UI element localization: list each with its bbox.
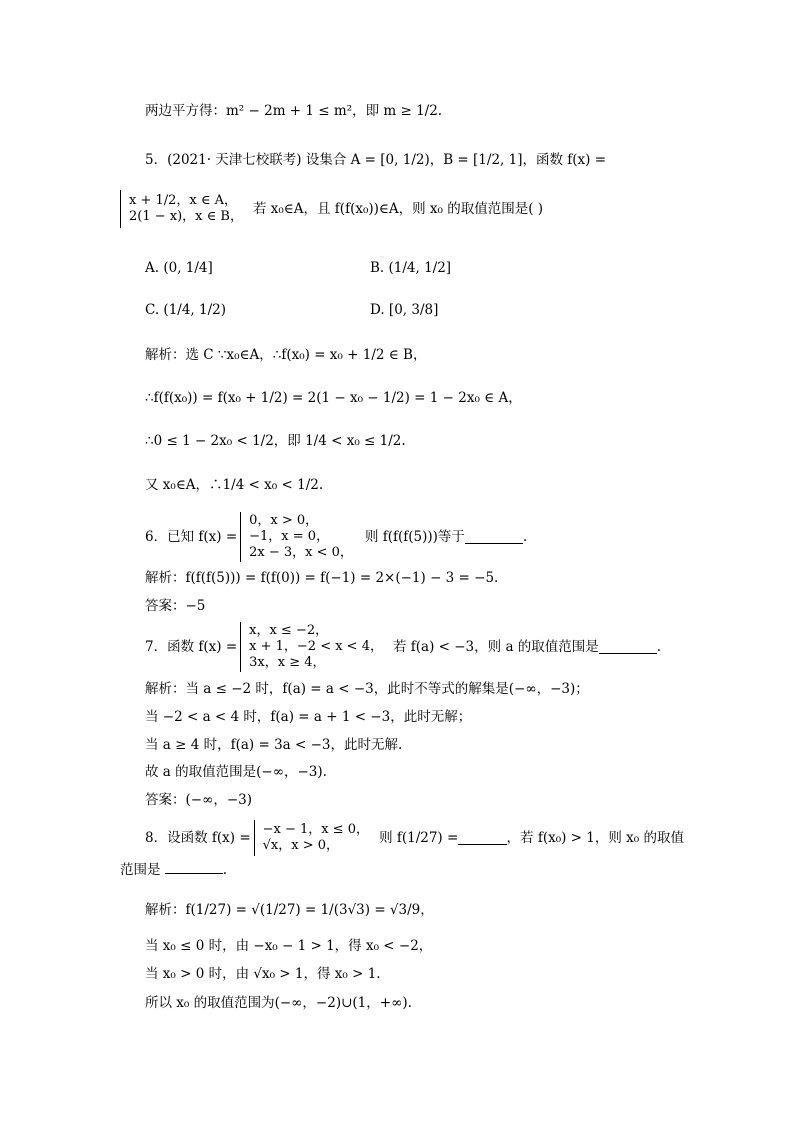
left-brace	[254, 820, 261, 856]
question-7-suffix: 若 f(a) < −3，则 a 的取值范围是	[392, 639, 599, 655]
solution-line: 当 a ≥ 4 时，f(a) = 3a < −3，此时无解.	[145, 737, 403, 753]
solution-line: ∴0 ≤ 1 − 2x₀ < 1/2，即 1/4 < x₀ ≤ 1/2.	[145, 433, 406, 449]
option-b: B. (1/4, 1/2]	[370, 260, 452, 276]
case-row: x + 1/2，x ∈ A，	[129, 193, 238, 208]
case-row: √x，x > 0，	[262, 838, 340, 853]
option-a: A. (0, 1/4]	[145, 260, 213, 276]
solution-line: ∴f(f(x₀)) = f(x₀ + 1/2) = 2(1 − x₀ − 1/2) = 1 − 2x₀ ∈ A，	[145, 390, 522, 406]
solution-line: 解析：f(f(f(5))) = f(f(0)) = f(−1) = 2×(−1) − 3 = −5.	[145, 570, 499, 586]
question-7: 7．函数 f(x) = x，x ≤ −2， x + 1，−2 < x < 4， 3x，x ≥ 4， 若 f(a) < −3，则 a 的取值范围是 .	[145, 623, 662, 670]
option-d: D. [0, 3/8]	[370, 302, 439, 318]
answer-blank	[465, 531, 523, 544]
solution-line: 所以 x₀ 的取值范围为(−∞，−2)∪(1，+∞).	[145, 995, 412, 1011]
text-line: 两边平方得：m² − 2m + 1 ≤ m²，即 m ≥ 1/2.	[145, 103, 443, 119]
solution-line: 解析：当 a ≤ −2 时，f(a) = a < −3，此时不等式的解集是(−∞，−3)；	[145, 681, 589, 697]
piecewise-function	[240, 512, 353, 562]
case-row: x，x ≤ −2，	[249, 623, 329, 638]
case-row: x + 1，−2 < x < 4，	[249, 639, 383, 654]
question-8-line2: 范围是 .	[120, 862, 228, 878]
piecewise-function	[120, 190, 243, 228]
question-8	[145, 820, 684, 856]
solution-line: 又 x₀∈A，∴1/4 < x₀ < 1/2.	[145, 477, 324, 493]
solution-line: 解析：f(1/27) = √(1/27) = 1/(3√3) = √3/9，	[145, 902, 434, 918]
question-8-suffix: ，若 f(x₀) > 1，则 x₀ 的取值	[506, 830, 684, 846]
case-row: 2(1 − x)，x ∈ B，	[129, 209, 243, 224]
case-row: −x − 1，x ≤ 0，	[262, 822, 370, 837]
answer-line: 答案：−5	[145, 598, 206, 614]
solution-line: 当 −2 < a < 4 时，f(a) = a + 1 < −3，此时无解；	[145, 709, 472, 725]
left-brace	[240, 512, 247, 562]
question-6: 6．已知 f(x) = 0，x > 0， −1，x = 0， 2x − 3，x < 0， 则 f(f(f(5)))等于 .	[145, 513, 528, 560]
option-c: C. (1/4, 1/2)	[145, 302, 226, 318]
case-row: 2x − 3，x < 0，	[249, 545, 353, 560]
question-8-continuation: 范围是	[120, 862, 161, 878]
question-8-mid: 则 f(1/27) =	[379, 830, 459, 846]
question-5-condition: 若 x₀∈A，且 f(f(x₀))∈A，则 x₀ 的取值范围是( )	[252, 201, 544, 217]
question-6-prefix: 6．已知 f(x) =	[145, 529, 238, 545]
question-5-piecewise	[120, 190, 684, 228]
question-7-prefix: 7．函数 f(x) =	[145, 639, 238, 655]
solution-line: 故 a 的取值范围是(−∞，−3).	[145, 764, 327, 780]
answer-blank	[458, 832, 506, 845]
case-row: −1，x = 0，	[249, 529, 330, 544]
question-8-prefix: 8．设函数 f(x) =	[145, 830, 251, 846]
piecewise-function	[240, 622, 383, 672]
solution-line: 当 x₀ ≤ 0 时，由 −x₀ − 1 > 1，得 x₀ < −2，	[145, 938, 433, 954]
left-brace	[120, 190, 127, 228]
left-brace	[240, 622, 247, 672]
question-6-suffix: 则 f(f(f(5)))等于	[364, 529, 465, 545]
answer-line: 答案：(−∞，−3)	[145, 792, 252, 808]
piecewise-function	[254, 820, 369, 856]
solution-line: 解析：选 C ∵x₀∈A，∴f(x₀) = x₀ + 1/2 ∈ B，	[145, 347, 427, 363]
answer-blank	[165, 861, 223, 874]
case-row: 3x，x ≥ 4，	[249, 655, 326, 670]
question-5-stem: 5．(2021· 天津七校联考) 设集合 A = [0, 1/2)，B = [1/2, 1]，函数 f(x) =	[145, 152, 607, 168]
answer-blank	[599, 641, 657, 654]
case-row: 0，x > 0，	[249, 513, 319, 528]
solution-line: 当 x₀ > 0 时，由 √x₀ > 1，得 x₀ > 1.	[145, 966, 381, 982]
